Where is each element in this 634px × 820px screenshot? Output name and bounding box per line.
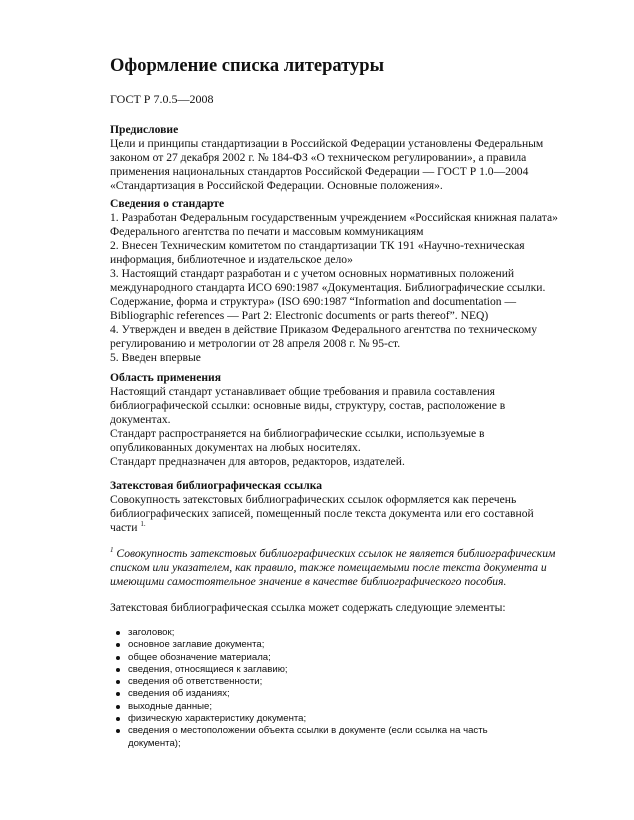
text-line: Совокупность затекстовых библиографических ссылок оформляется как перечень: [110, 493, 517, 506]
list-item-text: сведения, относящиеся к заглавию;: [128, 663, 288, 675]
list-item: [128, 713, 488, 725]
standard-info-heading: Сведения о стандарте: [110, 197, 225, 210]
list-item-text: общее обозначение материала;: [128, 651, 271, 663]
scope-heading: Область применения: [110, 371, 222, 384]
text-line: Bibliographic references — Part 2: Electronic documents or parts thereof”. NEQ): [110, 309, 489, 322]
scope-body: [110, 385, 590, 469]
footnote-line-3: имеющими самостоятельное значение в качестве библиографического пособия.: [110, 575, 507, 588]
text-line: международного стандарта ИСО 690:1987 «Документация. Библиографические ссылки.: [110, 281, 546, 294]
text-line: Стандарт распространяется на библиографические ссылки, используемые в: [110, 427, 485, 440]
intext-last-line: [110, 521, 590, 535]
text-line: библиографической ссылки: основные виды, структуру, состав, расположение в: [110, 399, 506, 412]
list-item-text: сведения об ответственности;: [128, 676, 263, 688]
text-line: опубликованных документах на любых носителях.: [110, 441, 361, 454]
preface-section: [110, 123, 590, 193]
intext-heading: Затекстовая библиографическая ссылка: [110, 479, 323, 492]
text-line: 3. Настоящий стандарт разработан и с учетом основных нормативных положений: [110, 267, 515, 280]
text-line: Цели и принципы стандартизации в Российской Федерации установлены Федеральным: [110, 137, 544, 150]
bullet-icon: [116, 668, 120, 672]
footnote: [110, 547, 600, 589]
gost-number: ГОСТ Р 7.0.5—2008: [110, 92, 214, 106]
preface-body: [110, 137, 590, 193]
text-line: документах.: [110, 413, 171, 426]
text-line: библиографических записей, помещенный после текста документа или его составной: [110, 507, 534, 520]
standard-info-body: [110, 211, 590, 365]
bullet-icon: [116, 729, 120, 733]
standard-info-section: [110, 197, 590, 365]
intext-last-text: части: [110, 521, 138, 534]
list-item-text: основное заглавие документа;: [128, 639, 265, 651]
text-line: «Стандартизация в Российской Федерации. Основные положения».: [110, 179, 443, 192]
bullet-icon: [116, 656, 120, 660]
elements-list: [128, 627, 488, 750]
footnote-line-1: Совокупность затекстовых библиографических ссылок не является библиографическим: [113, 547, 556, 560]
list-item: [128, 688, 488, 700]
footnote-line-2: списком или указателем, как правило, также помещаемыми после текста документа и: [110, 561, 547, 574]
bullet-icon: [116, 717, 120, 721]
text-line: Федерального агентства по печати и массовым коммуникациям: [110, 225, 424, 238]
list-item-text: сведения о местоположении объекта ссылки в документе (если ссылка на часть: [128, 725, 488, 737]
intext-body: [110, 493, 590, 521]
list-item-text: документа);: [128, 737, 181, 749]
text-line: регулированию и метрологии от 28 апреля 2008 г. № 95-ст.: [110, 337, 401, 350]
text-line: Настоящий стандарт устанавливает общие требования и правила составления: [110, 385, 495, 398]
list-item: [128, 652, 488, 664]
bullet-icon: [116, 692, 120, 696]
bullet-icon: [116, 643, 120, 647]
list-item-text: выходные данные;: [128, 700, 213, 712]
text-line: 4. Утвержден и введен в действие Приказом Федерального агентства по техническому: [110, 323, 538, 336]
list-item: [128, 725, 488, 750]
text-line: 2. Внесен Техническим комитетом по стандартизации ТК 191 «Научно-техническая: [110, 239, 525, 252]
footnote-reference: 1.: [140, 520, 146, 529]
list-item: [128, 664, 488, 676]
list-item: [128, 701, 488, 713]
list-item-text: физическую характеристику документа;: [128, 713, 307, 725]
list-item: [128, 676, 488, 688]
scope-section: [110, 371, 590, 469]
list-item: [128, 639, 488, 651]
footnote-mark: 1: [110, 546, 114, 555]
list-item-text: сведения об изданиях;: [128, 688, 230, 700]
text-line: законом от 27 декабря 2002 г. № 184-ФЗ «О техническом регулировании», а правила: [110, 151, 527, 164]
text-line: информация, библиотечное и издательское дело»: [110, 253, 353, 266]
bullet-icon: [116, 680, 120, 684]
preface-heading: Предисловие: [110, 123, 179, 136]
bullet-icon: [116, 705, 120, 709]
text-line: 5. Введен впервые: [110, 351, 201, 364]
list-item: [128, 627, 488, 639]
text-line: применения национальных стандартов Российской Федерации — ГОСТ Р 1.0—2004: [110, 165, 529, 178]
text-line: 1. Разработан Федеральным государственным учреждением «Российская книжная палата»: [110, 211, 558, 224]
elements-intro: Затекстовая библиографическая ссылка может содержать следующие элементы:: [110, 601, 506, 614]
text-line: Содержание, форма и структура» (ISO 690:1987 “Information and documentation —: [110, 295, 517, 308]
page-title: Оформление списка литературы: [110, 56, 385, 76]
text-line: Стандарт предназначен для авторов, редакторов, издателей.: [110, 455, 405, 468]
bullet-icon: [116, 631, 120, 635]
intext-section: [110, 479, 590, 535]
footnote-first-line: [110, 547, 600, 561]
list-item-text: заголовок;: [128, 627, 175, 638]
